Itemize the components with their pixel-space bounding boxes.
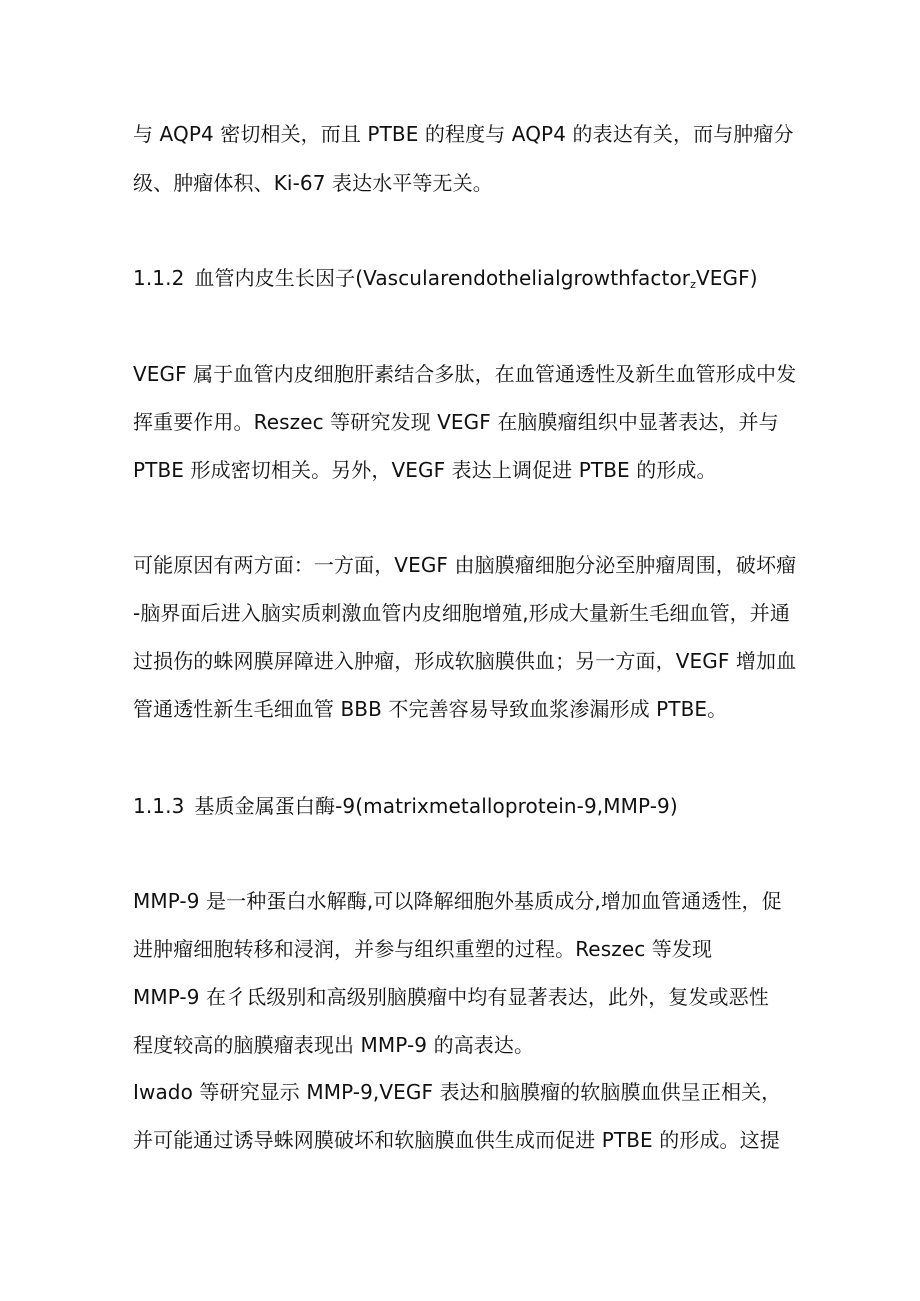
section-number: 1.1.2 <box>133 266 185 290</box>
section-heading-1-1-3 <box>133 794 678 818</box>
section-title: 基质金属蛋白酶-9(matrixmetalloprotein-9,MMP-9) <box>194 794 678 818</box>
paragraph-4-line-1: MMP-9 是一种蛋白水解酶,可以降解细胞外基质成分,增加血管通透性，促 <box>133 889 782 913</box>
paragraph-3-line-3: 过损伤的蛛网膜屏障进入肿瘤，形成软脑膜供血；另一方面，VEGF 增加血 <box>133 649 797 673</box>
paragraph-3-line-2: -脑界面后进入脑实质刺激血管内皮细胞增殖,形成大量新生毛细血管，并通 <box>133 601 790 625</box>
section-title-part-2: VEGF) <box>695 266 758 290</box>
paragraph-2-line-1: VEGF 属于血管内皮细胞肝素结合多肽，在血管通透性及新生血管形成中发 <box>133 362 797 386</box>
section-title-part-1: 血管内皮生长因子(Vascularendothelialgrowthfactor <box>194 266 691 290</box>
paragraph-3-line-1: 可能原因有两方面：一方面，VEGF 由脑膜瘤细胞分泌至肿瘤周围，破坏瘤 <box>133 553 797 577</box>
paragraph-5-line-2: 并可能通过诱导蛛网膜破坏和软脑膜血供生成而促进 PTBE 的形成。这提 <box>133 1128 780 1152</box>
section-title-subscript: z <box>690 278 696 291</box>
paragraph-1-line-2: 级、肿瘤体积、Ki-67 表达水平等无关。 <box>133 171 493 195</box>
paragraph-4-line-2: 进肿瘤细胞转移和浸润，并参与组织重塑的过程。Reszec 等发现 <box>133 937 713 961</box>
paragraph-2-line-3: PTBE 形成密切相关。另外，VEGF 表达上调促进 PTBE 的形成。 <box>133 458 717 482</box>
section-number: 1.1.3 <box>133 794 185 818</box>
paragraph-4-line-3: MMP-9 在彳氐级别和高级别脑膜瘤中均有显著表达，此外，复发或恶性 <box>133 985 769 1009</box>
paragraph-1-line-1: 与 AQP4 密切相关，而且 PTBE 的程度与 AQP4 的表达有关，而与肿瘤分 <box>133 122 794 146</box>
paragraph-5-line-1: Iwado 等研究显示 MMP-9,VEGF 表达和脑膜瘤的软脑膜血供呈正相关， <box>133 1080 782 1104</box>
section-heading-1-1-2 <box>133 266 758 297</box>
paragraph-2-line-2: 挥重要作用。Reszec 等研究发现 VEGF 在脑膜瘤组织中显著表达，并与 <box>133 410 779 434</box>
paragraph-3-line-4: 管通透性新生毛细血管 BBB 不完善容易导致血浆渗漏形成 PTBE。 <box>133 697 728 721</box>
paragraph-4-line-4: 程度较高的脑膜瘤表现出 MMP-9 的高表达。 <box>133 1033 535 1057</box>
